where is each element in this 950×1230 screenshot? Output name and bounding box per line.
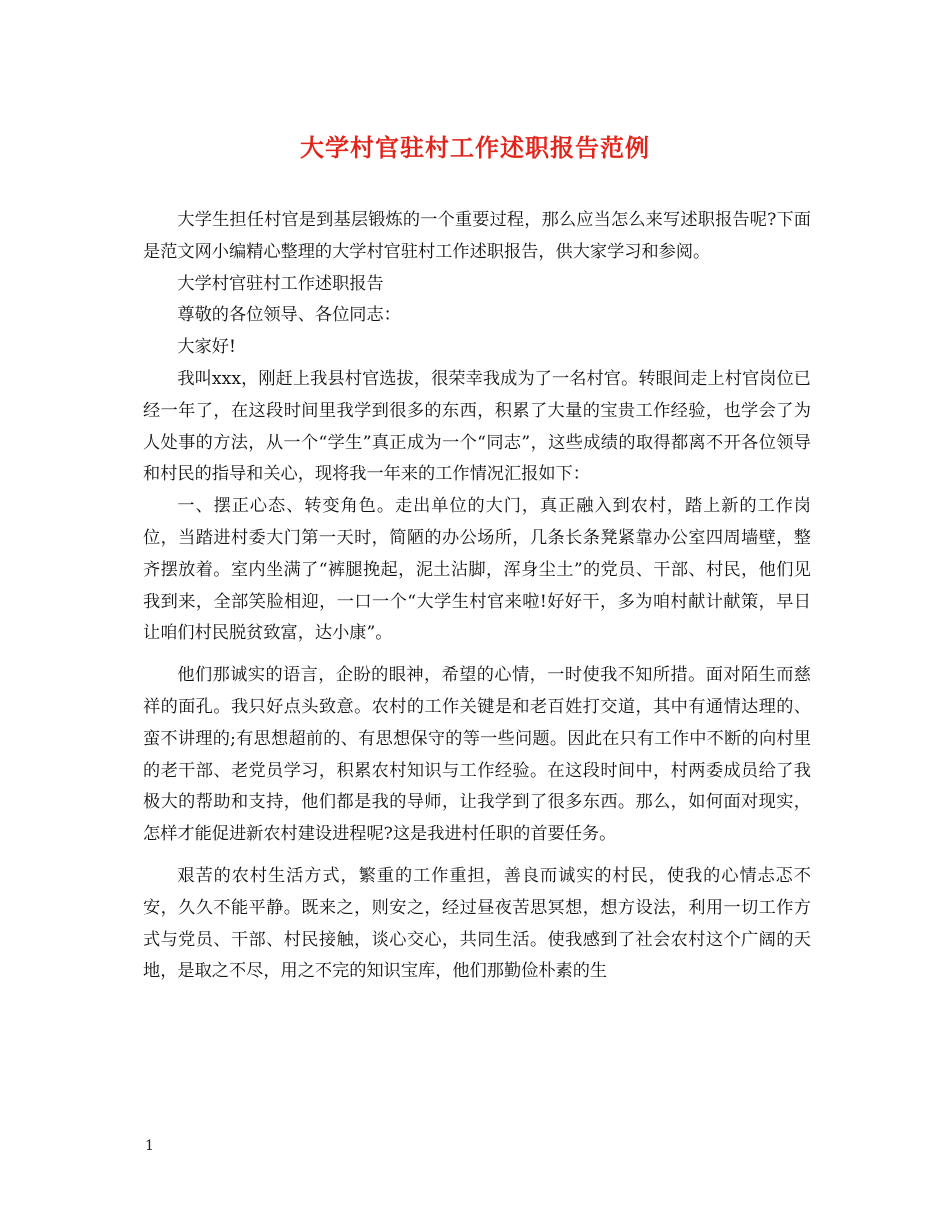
document-body [143,205,811,988]
page-number: 1 [145,1138,154,1154]
paragraph-report-heading: 大学村官驻村工作述职报告 [177,273,384,294]
paragraph-section-one: 一、摆正心态、转变角色。走出单位的大门，真正融入到农村，踏上新的工作岗位，当踏进村委大门第一天时，简陋的办公场所，几条长条凳紧靠办公室四周墙壁，整齐摆放着。室内坐满了“裤腿挽起，泥土沾脚，浑身尘土”的党员、干部、村民，他们见我到来，全部笑脸相迎，一口一个“大学生村官来啦!好好干，多为咱村献计献策，早日让咱们村民脱贫致富，达小康”。 [143,496,811,644]
document-title: 大学村官驻村工作述职报告范例 [300,133,650,162]
paragraph-salutation: 尊敬的各位领导、各位同志： [177,305,401,326]
paragraph-self-introduction: 我叫xxx，刚赶上我县村官选拔，很荣幸我成为了一名村官。转眼间走上村官岗位已经一年了，在这段时间里我学到很多的东西，积累了大量的宝贵工作经验，也学会了为人处事的方法，从一个“学生”真正成为一个“同志”，这些成绩的取得都离不开各位领导和村民的指导和关心，现将我一年来的工作情况汇报如下： [143,368,811,485]
paragraph-learning-experience: 他们那诚实的语言，企盼的眼神，希望的心情，一时使我不知所措。面对陌生而慈祥的面孔。我只好点头致意。农村的工作关键是和老百姓打交道，其中有通情达理的、蛮不讲理的;有思想超前的、有思想保守的等一些问题。因此在只有工作中不断的向村里的老干部、老党员学习，积累农村知识与工作经验。在这段时间中，村两委成员给了我极大的帮助和支持，他们都是我的导师，让我学到了很多东西。那么，如何面对现实，怎样才能促进新农村建设进程呢?这是我进村任职的首要任务。 [143,665,811,845]
paragraph-greeting: 大家好! [177,337,236,358]
paragraph-intro: 大学生担任村官是到基层锻炼的一个重要过程，那么应当怎么来写述职报告呢?下面是范文网小编精心整理的大学村官驻村工作述职报告，供大家学习和参阅。 [143,210,811,262]
paragraph-rural-life: 艰苦的农村生活方式，繁重的工作重担，善良而诚实的村民，使我的心情忐忑不安，久久不能平静。既来之，则安之，经过昼夜苦思冥想，想方设法，利用一切工作方式与党员、干部、村民接触，谈心交心，共同生活。使我感到了社会农村这个广阔的天地，是取之不尽，用之不完的知识宝库，他们那勤俭朴素的生 [143,865,811,982]
